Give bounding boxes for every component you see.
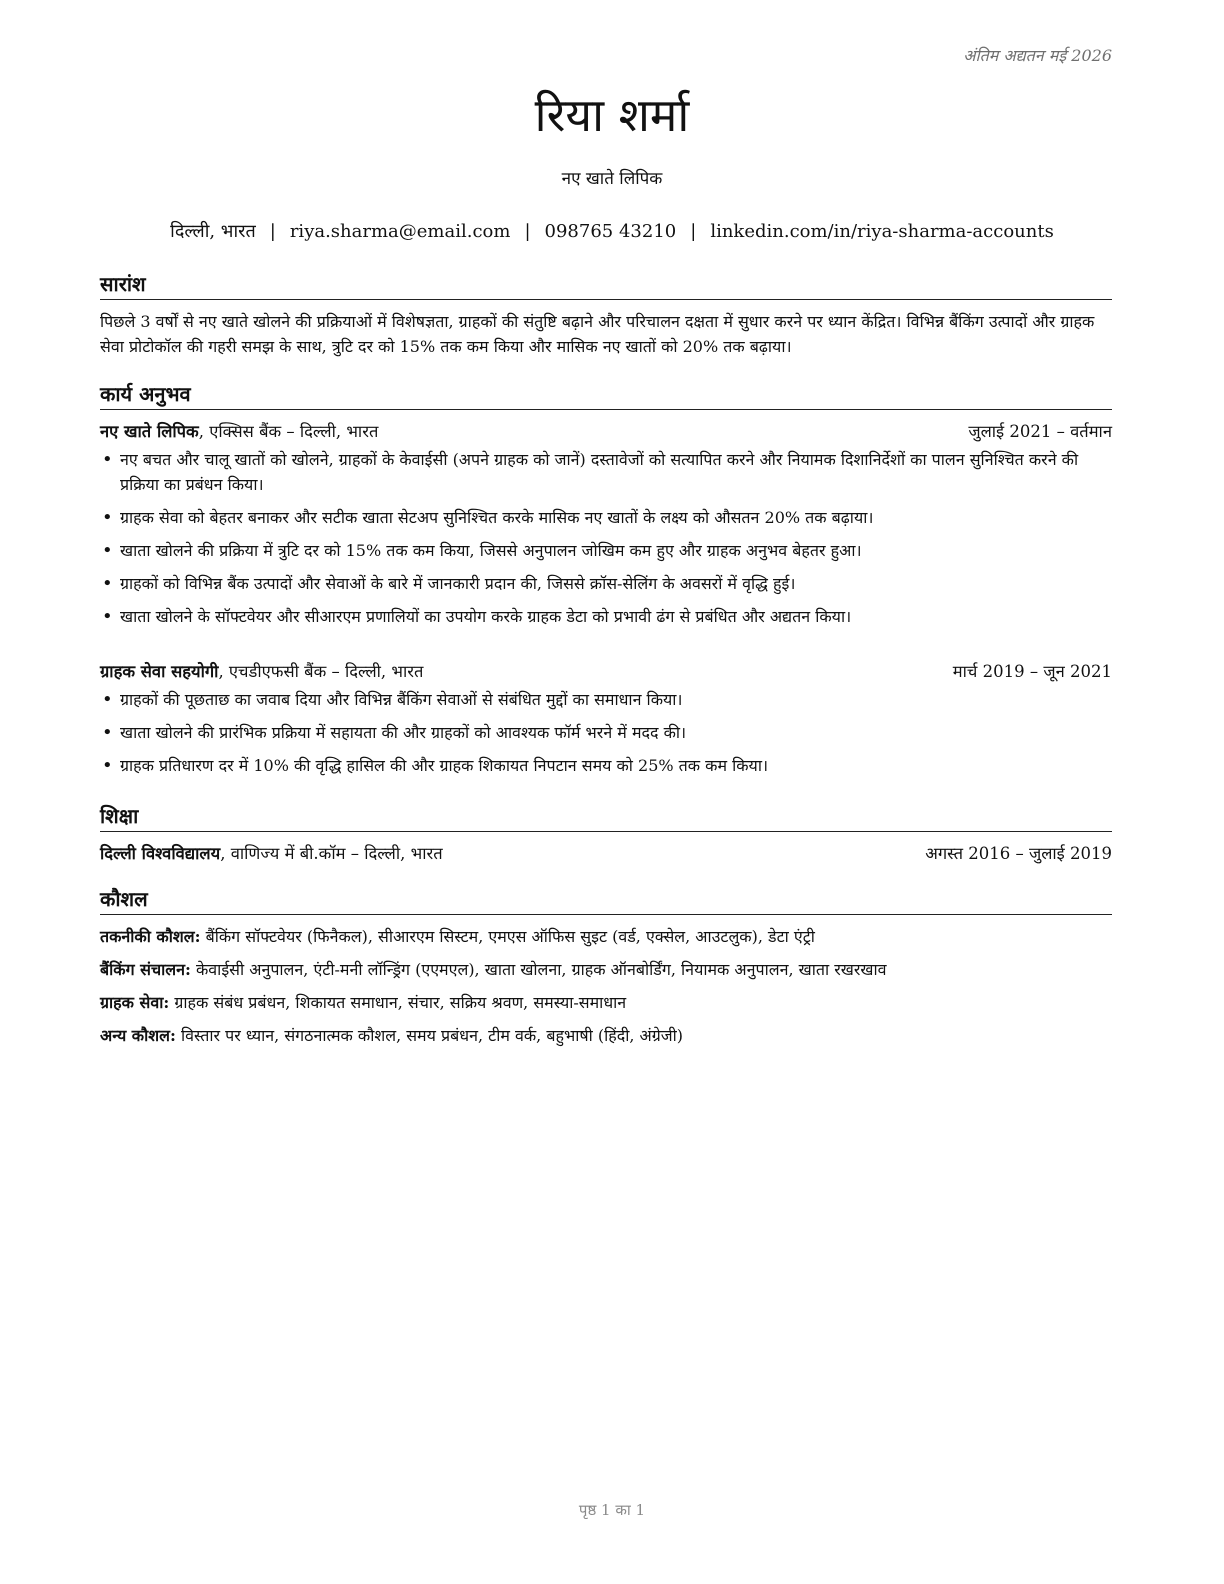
summary-section	[100, 270, 1112, 359]
job-org: , एक्सिस बैंक – दिल्ली, भारत	[198, 422, 379, 441]
job-header	[100, 419, 1112, 445]
skill-value: विस्तार पर ध्यान, संगठनात्मक कौशल, समय प्रबंधन, टीम वर्क, बहुभाषी (हिंदी, अंग्रेजी)	[175, 1026, 684, 1045]
skill-value: केवाईसी अनुपालन, एंटी-मनी लॉन्ड्रिंग (एएमएल), खाता खोलना, ग्राहक ऑनबोर्डिंग, नियामक अनुपालन, खाता रखरखाव	[190, 960, 887, 979]
contact-line	[0, 218, 1224, 246]
skills-section	[100, 885, 1112, 1056]
skill-row	[100, 924, 1112, 949]
education-institution: दिल्ली विश्वविद्यालय	[100, 844, 221, 863]
candidate-title: नए खाते लिपिक	[561, 169, 663, 189]
skill-row	[100, 990, 1112, 1015]
contact-separator: |	[269, 221, 276, 242]
list-item: • ग्राहकों को विभिन्न बैंक उत्पादों और सेवाओं के बारे में जानकारी प्रदान की, जिससे क्रॉस-सेलिंग के अवसरों में वृद्धि हुई।	[120, 571, 1112, 596]
education-entry	[100, 841, 1112, 867]
education-dates: अगस्त 2016 – जुलाई 2019	[925, 844, 1112, 863]
contact-separator: |	[690, 221, 697, 242]
list-item: • खाता खोलने के सॉफ्टवेयर और सीआरएम प्रणालियों का उपयोग करके ग्राहक डेटा को प्रभावी ढंग से प्रबंधित और अद्यतन किया।	[120, 604, 1112, 629]
job-entry	[100, 659, 1112, 786]
job-dates: जुलाई 2021 – वर्तमान	[968, 422, 1112, 441]
page-number: पृष्ठ 1 का 1	[578, 1501, 646, 1519]
contact-location: दिल्ली, भारत	[170, 221, 256, 242]
section-heading: शिक्षा	[100, 802, 1112, 832]
list-item: • ग्राहक प्रतिधारण दर में 10% की वृद्धि हासिल की और ग्राहक शिकायत निपटान समय को 25% तक कम किया।	[120, 753, 1112, 778]
list-item: • ग्राहकों की पूछताछ का जवाब दिया और विभिन्न बैंकिंग सेवाओं से संबंधित मुद्दों का समाधान किया।	[120, 687, 1112, 712]
section-heading: सारांश	[100, 270, 1112, 300]
job-bullets	[100, 447, 1112, 629]
list-item: • ग्राहक सेवा को बेहतर बनाकर और सटीक खाता सेटअप सुनिश्चित करके मासिक नए खातों के लक्ष्य को औसतन 20% तक बढ़ाया।	[120, 505, 1112, 530]
job-header	[100, 659, 1112, 685]
job-bullets	[100, 687, 1112, 778]
skill-label: बैंकिंग संचालन:	[100, 960, 191, 979]
last-updated: अंतिम अद्यतन मई 2026	[963, 46, 1112, 65]
skill-label: अन्य कौशल:	[100, 1026, 176, 1045]
job-org: , एचडीएफसी बैंक – दिल्ली, भारत	[218, 662, 424, 681]
skill-label: तकनीकी कौशल:	[100, 927, 201, 946]
skill-value: बैंकिंग सॉफ्टवेयर (फिनैकल), सीआरएम सिस्टम, एमएस ऑफिस सुइट (वर्ड, एक्सेल, आउटलुक), डेटा एंट्री	[200, 927, 815, 946]
skill-row	[100, 957, 1112, 982]
list-item: • खाता खोलने की प्रारंभिक प्रक्रिया में सहायता की और ग्राहकों को आवश्यक फॉर्म भरने में मदद की।	[120, 720, 1112, 745]
education-degree: , वाणिज्य में बी.कॉम – दिल्ली, भारत	[220, 844, 443, 863]
list-item: • नए बचत और चालू खातों को खोलने, ग्राहकों के केवाईसी (अपने ग्राहक को जानें) दस्तावेजों को सत्यापित करने और नियामक दिशानिर्देशों का पालन सुनिश्चित करने की प्रक्रिया का प्रबंधन किया।	[120, 447, 1112, 497]
skill-row	[100, 1023, 1112, 1048]
contact-separator: |	[524, 221, 531, 242]
section-heading: कौशल	[100, 885, 1112, 915]
job-entry	[100, 419, 1112, 629]
job-dates: मार्च 2019 – जून 2021	[952, 662, 1112, 681]
list-item: • खाता खोलने की प्रक्रिया में त्रुटि दर को 15% तक कम किया, जिससे अनुपालन जोखिम कम हुए और ग्राहक अनुभव बेहतर हुआ।	[120, 538, 1112, 563]
skill-label: ग्राहक सेवा:	[100, 993, 170, 1012]
job-role: ग्राहक सेवा सहयोगी	[100, 662, 219, 681]
skill-value: ग्राहक संबंध प्रबंधन, शिकायत समाधान, संचार, सक्रिय श्रवण, समस्या-समाधान	[169, 993, 627, 1012]
job-role: नए खाते लिपिक	[100, 422, 199, 441]
summary-text: पिछले 3 वर्षों से नए खाते खोलने की प्रक्रियाओं में विशेषज्ञता, ग्राहकों की संतुष्टि बढ़ाने और परिचालन दक्षता में सुधार करने पर ध्यान केंद्रित। विभिन्न बैंकिंग उत्पादों और ग्राहक सेवा प्रोटोकॉल की गहरी समझ के साथ, त्रुटि दर को 15% तक कम किया और मासिक नए खातों को 20% तक बढ़ाया।	[100, 312, 1095, 356]
contact-phone: 098765 43210	[544, 221, 677, 242]
education-section	[100, 802, 1112, 867]
contact-email[interactable]: riya.sharma@email.com	[289, 221, 511, 242]
contact-linkedin[interactable]: linkedin.com/in/riya-sharma-accounts	[710, 221, 1054, 242]
experience-section	[100, 380, 1112, 637]
section-heading: कार्य अनुभव	[100, 380, 1112, 410]
candidate-name: रिया शर्मा	[534, 88, 690, 142]
